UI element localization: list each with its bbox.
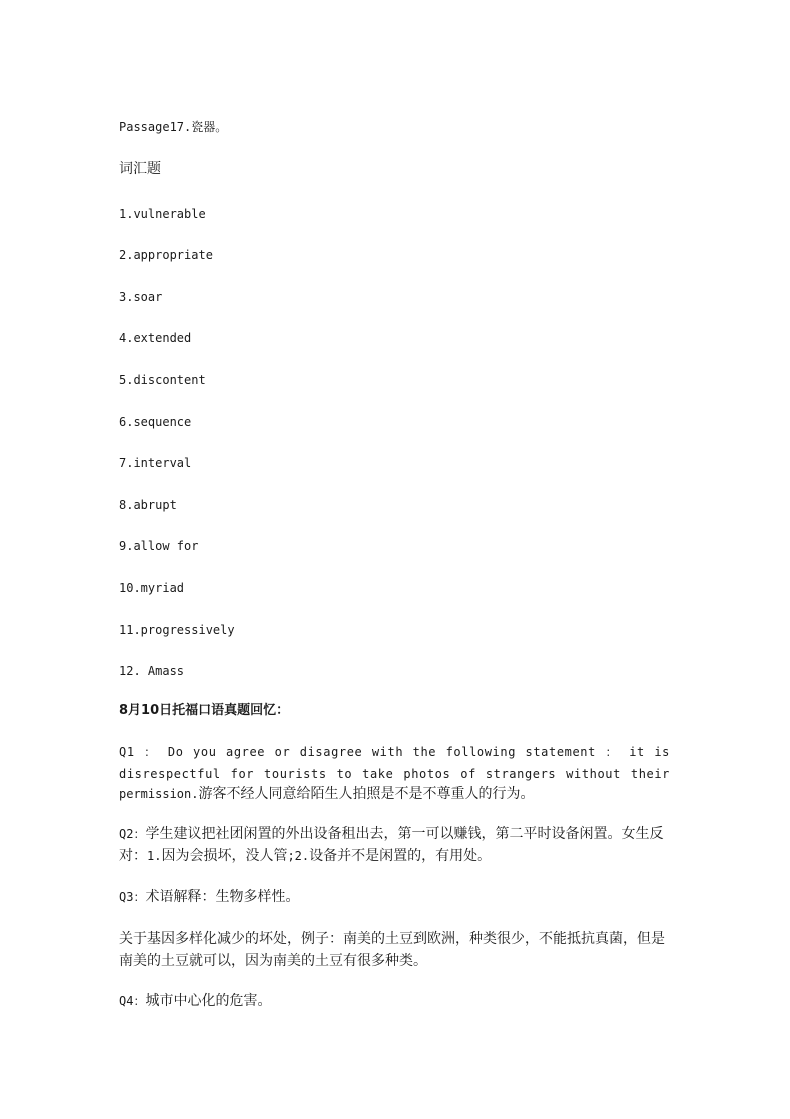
question-4 [119, 990, 670, 1012]
q2-line-2-part-b: 1. [147, 849, 162, 863]
vocab-item: 8.abrupt [119, 498, 177, 512]
vocab-item: 9.allow for [119, 539, 199, 553]
passage-title [119, 119, 227, 135]
speaking-heading: 8月10日托福口语真题回忆： [119, 703, 290, 718]
q3-detail-line-1: 关于基因多样化减少的坏处，例子：南美的土豆到欧洲，种类很少，不能抵抗真菌，但是 [119, 931, 665, 947]
q3-detail-line-2: 南美的土豆就可以，因为南美的土豆有很多种类。 [119, 953, 427, 969]
q1-line-3-en: permission. [119, 787, 199, 801]
q2-line-2 [119, 845, 670, 867]
q4-label: Q4： [119, 994, 146, 1008]
q3-label: Q3： [119, 890, 146, 904]
q1-line-3 [119, 783, 670, 805]
q4-line [119, 990, 670, 1012]
q1-line-2: disrespectful for tourists to take photos of strangers without their [119, 767, 670, 781]
q3-line [119, 886, 670, 908]
passage-title-text: Passage17.瓷器。 [119, 120, 228, 134]
vocab-item: 7.interval [119, 456, 192, 470]
q2-line-1-cn: 学生建议把社团闲置的外出设备租出去，第一可以赚钱，第二平时设备闲置。女生反 [145, 826, 664, 842]
q2-line-2-part-d: ;2. [287, 849, 310, 863]
vocab-section-heading: 词汇题 [119, 161, 161, 177]
q1-line-3-cn: 游客不经人同意给陌生人拍照是不是不尊重人的行为。 [198, 786, 535, 802]
q2-line-2-part-a: 对： [119, 848, 147, 864]
vocab-item: 5.discontent [119, 373, 206, 387]
vocab-item: 6.sequence [119, 415, 192, 429]
vocab-item: 1.vulnerable [119, 207, 206, 221]
question-2 [119, 823, 670, 867]
q3-text: 术语解释：生物多样性。 [145, 889, 300, 905]
vocab-item: 3.soar [119, 290, 163, 304]
question-3-detail [119, 928, 670, 972]
vocab-item: 11.progressively [119, 623, 235, 637]
question-3 [119, 886, 670, 908]
vocab-item: 2.appropriate [119, 248, 213, 262]
q2-line-1 [119, 823, 670, 845]
q2-line-2-part-e: 设备并不是闲置的，有用处。 [309, 848, 492, 864]
question-1 [119, 741, 670, 805]
vocab-item: 12. Amass [119, 664, 185, 678]
q4-text: 城市中心化的危害。 [145, 993, 272, 1009]
vocab-item: 4.extended [119, 331, 192, 345]
q2-line-2-part-c: 因为会损坏，没人管 [161, 848, 288, 864]
vocab-item: 10.myriad [119, 581, 185, 595]
q2-label: Q2： [119, 827, 146, 841]
q1-line-1: Q1 ： Do you agree or disagree with the following statement ： it is [119, 745, 670, 759]
